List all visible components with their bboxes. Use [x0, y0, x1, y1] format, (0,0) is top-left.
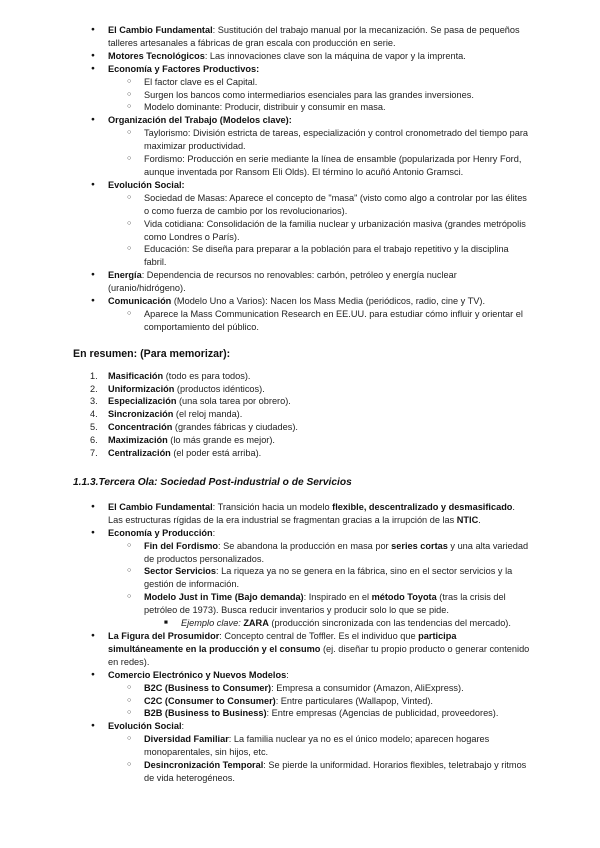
list-item: ● Organización del Trabajo (Modelos clave): ○ Taylorismo: División estricta de tareas, especialización y control cronometrado del tiempo para maximizar productividad. ○ Fordismo: Producción en serie mediante la línea de ensamble (popularizada por Henry Ford, aunque inventada por Ransom Eli Olds). El término lo acuñó Antonio Gramsci. — [108, 114, 530, 179]
sub-list — [108, 733, 530, 785]
resumen-list — [0, 370, 600, 460]
list-item: ● Evolución Social: ○ Sociedad de Masas: Aparece el concepto de "masa" (visto como algo a controlar por las élites o como fuerza de cambio por los revolucionarios). ○ Vida cotidiana: Consolidación de la familia nuclear y urbanización masiva (grandes metrópolis como Londres o París). ○ Educación: Se diseña para preparar a la población para el trabajo repetitivo y la disciplina fabril. — [108, 179, 530, 269]
sub-list — [108, 192, 530, 269]
sub-list — [108, 76, 530, 115]
list-item: ● Economía y Producción: ○ Fin del Fordismo: Se abandona la producción en masa por series cortas y una alta variedad de productos personalizados. ○ Sector Servicios: La riqueza ya no se genera en la fábrica, sino en el sector servicios y la gestión de información. ○ Modelo Just in Time (Bajo demanda): Inspirado en el método Toyota (tras la crisis del petróleo de 1973). Busca reducir inventarios y producir solo lo que se pide. ■ Ejemplo clave: ZARA (producción sincronizada con las tendencias del mercado). — [108, 527, 530, 630]
document-page — [0, 24, 600, 785]
sub-item: ○ Diversidad Familiar: La familia nuclear ya no es el único modelo; aparecen hogares monoparentales, sin hijos, etc. — [144, 733, 530, 759]
list-item: ● El Cambio Fundamental: Sustitución del trabajo manual por la mecanización. Se pasa de pequeños talleres artesanales a fábricas de gran escala con producción en serie. — [108, 24, 530, 50]
list-item: ● Evolución Social: ○ Diversidad Familiar: La familia nuclear ya no es el único modelo; aparecen hogares monoparentales, sin hijos, etc. ○ Desincronización Temporal: Se pierde la uniformidad. Horarios flexibles, teletrabajo y ritmos de vida heterogéneos. — [108, 720, 530, 785]
list-item: ● Motores Tecnológicos: Las innovaciones clave son la máquina de vapor y la imprenta. — [108, 50, 530, 63]
resumen-item: 1. Masificación (todo es para todos). — [90, 370, 251, 381]
industrial-bullet-list — [0, 24, 600, 334]
list-item: ● El Cambio Fundamental: Transición hacia un modelo flexible, descentralizado y desmasificado. Las estructuras rígidas de la era industrial se fragmentan gracias a la irrupción de las NTIC. — [108, 501, 530, 527]
sub-item: ○ El factor clave es el Capital. — [144, 76, 530, 89]
sub-item: ○ Modelo Just in Time (Bajo demanda): Inspirado en el método Toyota (tras la crisis del petróleo de 1973). Busca reducir inventarios y producir solo lo que se pide. ■ Ejemplo clave: ZARA (producción sincronizada con las tendencias del mercado). — [144, 591, 530, 630]
sub-item: ○ Desincronización Temporal: Se pierde la uniformidad. Horarios flexibles, teletrabajo y ritmos de vida heterogéneos. — [144, 759, 530, 785]
sub-list — [108, 127, 530, 179]
sub-list — [108, 308, 530, 334]
resumen-item: 4. Sincronización (el reloj manda). — [90, 409, 243, 420]
sub-item: ○ Aparece la Mass Communication Research en EE.UU. para estudiar cómo influir y orientar el comportamiento del público. — [144, 308, 530, 334]
sub-list — [108, 682, 530, 721]
section-heading: 1.1.3.Tercera Ola: Sociedad Post-industrial o de Servicios — [73, 477, 352, 488]
sub-item: ○ Surgen los bancos como intermediarios esenciales para las grandes inversiones. — [144, 89, 530, 102]
sub-item: ○ B2C (Business to Consumer): Empresa a consumidor (Amazon, AliExpress). — [144, 682, 530, 695]
resumen-item: 7. Centralización (el poder está arriba). — [90, 448, 262, 459]
sub-item: ○ Fin del Fordismo: Se abandona la producción en masa por series cortas y una alta variedad de productos personalizados. — [144, 540, 530, 566]
list-item: ● Economía y Factores Productivos: ○ El factor clave es el Capital. ○ Surgen los bancos como intermediarios esenciales para las grandes inversiones. ○ Modelo dominante: Producir, distribuir y consumir en masa. — [108, 63, 530, 115]
list-item: ● Energía: Dependencia de recursos no renovables: carbón, petróleo y energía nuclear (uranio/hidrógeno). — [108, 269, 530, 295]
sub-item: ○ Sector Servicios: La riqueza ya no se genera en la fábrica, sino en el sector servicios y la gestión de información. — [144, 565, 530, 591]
resumen-item: 5. Concentración (grandes fábricas y ciudades). — [90, 422, 298, 433]
resumen-item: 6. Maximización (lo más grande es mejor). — [90, 435, 275, 446]
sub-sub-item: ■ Ejemplo clave: ZARA (producción sincronizada con las tendencias del mercado). — [181, 617, 530, 630]
sub-item: ○ Sociedad de Masas: Aparece el concepto de "masa" (visto como algo a controlar por las élites o como fuerza de cambio por los revolucionarios). — [144, 192, 530, 218]
sub-list — [108, 540, 530, 630]
sub-item: ○ Modelo dominante: Producir, distribuir y consumir en masa. — [144, 101, 530, 114]
list-item: ● La Figura del Prosumidor: Concepto central de Toffler. Es el individuo que participa simultáneamente en la producción y el consumo (ej. diseñar tu propio producto o generar contenido en redes). — [108, 630, 530, 669]
resumen-item: 3. Especialización (una sola tarea por obrero). — [90, 396, 291, 407]
sub-item: ○ Fordismo: Producción en serie mediante la línea de ensamble (popularizada por Henry Ford, aunque inventada por Ransom Eli Olds). El término lo acuñó Antonio Gramsci. — [144, 153, 530, 179]
sub-item: ○ Vida cotidiana: Consolidación de la familia nuclear y urbanización masiva (grandes metrópolis como Londres o París). — [144, 218, 530, 244]
list-item: ● Comercio Electrónico y Nuevos Modelos: ○ B2C (Business to Consumer): Empresa a consumidor (Amazon, AliExpress). ○ C2C (Consumer to Consumer): Entre particulares (Wallapop, Vinted). ○ B2B (Business to Business): Entre empresas (Agencias de publicidad, proveedores). — [108, 669, 530, 721]
list-item: ● Comunicación (Modelo Uno a Varios): Nacen los Mass Media (periódicos, radio, cine y TV). ○ Aparece la Mass Communication Research en EE.UU. para estudiar cómo influir y orientar el comportamiento del público. — [108, 295, 530, 334]
sub-item: ○ Taylorismo: División estricta de tareas, especialización y control cronometrado del tiempo para maximizar productividad. — [144, 127, 530, 153]
postindustrial-bullet-list — [0, 501, 600, 785]
sub-item: ○ B2B (Business to Business): Entre empresas (Agencias de publicidad, proveedores). — [144, 707, 530, 720]
sub-item: ○ Educación: Se diseña para preparar a la población para el trabajo repetitivo y la disciplina fabril. — [144, 243, 530, 269]
resumen-item: 2. Uniformización (productos idénticos). — [90, 383, 265, 394]
resumen-heading: En resumen: (Para memorizar): — [73, 347, 231, 360]
sub-sub-list — [144, 617, 530, 630]
sub-item: ○ C2C (Consumer to Consumer): Entre particulares (Wallapop, Vinted). — [144, 695, 530, 708]
